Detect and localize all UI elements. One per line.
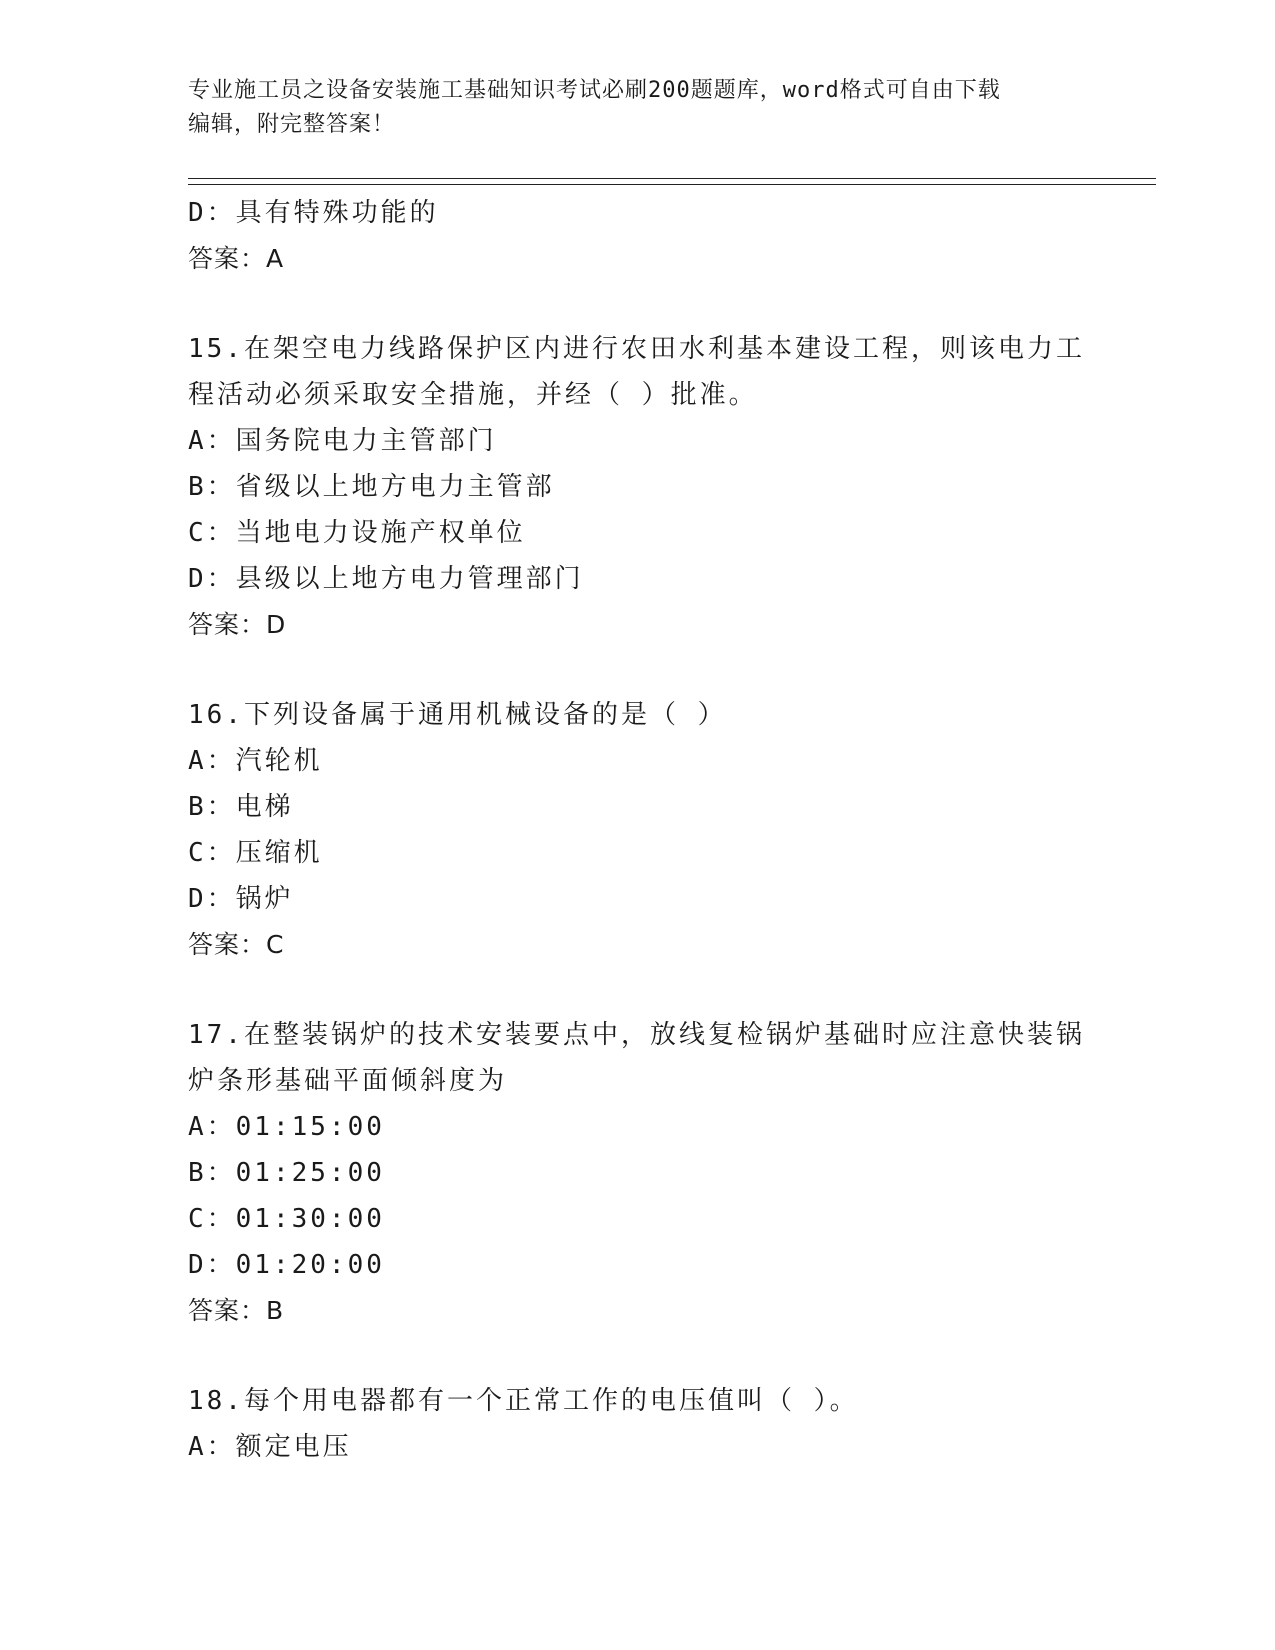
question-gap xyxy=(188,1334,1088,1378)
question-17 xyxy=(188,1012,1088,1334)
option-d: D：县级以上地方电力管理部门 xyxy=(188,564,584,594)
option-c: C：压缩机 xyxy=(188,838,323,868)
question-gap xyxy=(188,968,1088,1012)
answer: 答案：D xyxy=(188,610,287,639)
option-c: C：当地电力设施产权单位 xyxy=(188,518,526,548)
option-b: B：省级以上地方电力主管部 xyxy=(188,472,555,502)
question-14 xyxy=(188,190,1088,282)
question-stem-line: 17.在整装锅炉的技术安装要点中，放线复检锅炉基础时应注意快装锅 xyxy=(188,1020,1085,1050)
question-18 xyxy=(188,1378,1088,1470)
question-gap xyxy=(188,282,1088,326)
question-gap xyxy=(188,648,1088,692)
question-16 xyxy=(188,692,1088,968)
option-a: A：汽轮机 xyxy=(188,746,323,776)
question-stem-line: 18.每个用电器都有一个正常工作的电压值叫（ ）。 xyxy=(188,1386,859,1416)
option-d: D：01:20:00 xyxy=(188,1250,385,1280)
option-a: A：额定电压 xyxy=(188,1432,352,1462)
question-list xyxy=(188,190,1088,1470)
header-divider-bottom xyxy=(188,184,1156,185)
option-d: D：具有特殊功能的 xyxy=(188,198,439,228)
question-stem-line: 15.在架空电力线路保护区内进行农田水利基本建设工程，则该电力工 xyxy=(188,334,1085,364)
header-line-2: 编辑，附完整答案！ xyxy=(188,112,396,137)
header-line-1: 专业施工员之设备安装施工基础知识考试必刷200题题库，word格式可自由下载 xyxy=(188,78,1001,103)
answer: 答案：C xyxy=(188,930,285,959)
option-b: B：01:25:00 xyxy=(188,1158,385,1188)
option-b: B：电梯 xyxy=(188,792,294,822)
question-stem-line: 炉条形基础平面倾斜度为 xyxy=(188,1066,508,1096)
question-stem-line: 16.下列设备属于通用机械设备的是（ ） xyxy=(188,700,727,730)
question-15 xyxy=(188,326,1088,648)
answer: 答案：A xyxy=(188,244,285,273)
header-divider-top xyxy=(188,178,1156,179)
option-d: D：锅炉 xyxy=(188,884,294,914)
answer: 答案：B xyxy=(188,1296,285,1325)
option-c: C：01:30:00 xyxy=(188,1204,385,1234)
option-a: A：国务院电力主管部门 xyxy=(188,426,497,456)
option-a: A：01:15:00 xyxy=(188,1112,385,1142)
document-header xyxy=(188,74,1088,142)
question-stem-line: 程活动必须采取安全措施，并经（ ）批准。 xyxy=(188,380,758,410)
